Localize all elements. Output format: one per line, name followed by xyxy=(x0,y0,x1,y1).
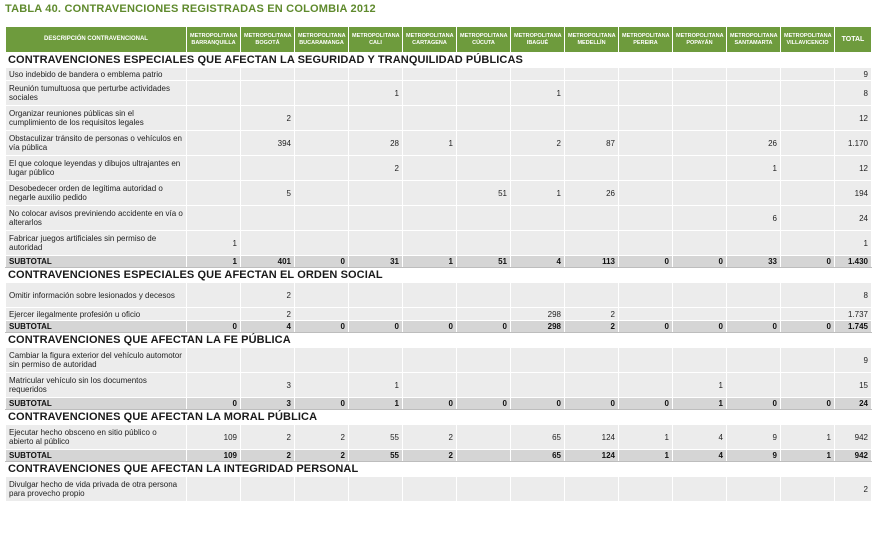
section-header-row xyxy=(6,53,872,68)
row-value-cell xyxy=(781,308,835,321)
row-value-cell xyxy=(349,68,403,81)
row-value-cell xyxy=(295,477,349,502)
row-total-cell: 12 xyxy=(835,156,872,181)
row-value-cell xyxy=(781,81,835,106)
row-value-cell xyxy=(403,477,457,502)
row-value-cell xyxy=(187,206,241,231)
subtotal-value-cell: 31 xyxy=(349,256,403,268)
row-value-cell: 28 xyxy=(349,131,403,156)
row-value-cell xyxy=(403,308,457,321)
subtotal-value-cell: 9 xyxy=(727,450,781,462)
header-city: METROPOLITANA CARTAGENA xyxy=(403,27,457,53)
row-value-cell xyxy=(295,81,349,106)
subtotal-value-cell: 109 xyxy=(187,450,241,462)
subtotal-value-cell: 4 xyxy=(241,321,295,333)
header-row xyxy=(6,27,872,53)
row-value-cell xyxy=(457,283,511,308)
subtotal-value-cell xyxy=(457,450,511,462)
row-value-cell xyxy=(781,131,835,156)
row-value-cell xyxy=(187,348,241,373)
contravenciones-table xyxy=(5,26,872,502)
row-value-cell xyxy=(673,131,727,156)
row-value-cell xyxy=(457,373,511,398)
row-value-cell xyxy=(187,68,241,81)
row-value-cell xyxy=(187,106,241,131)
subtotal-value-cell: 1 xyxy=(781,450,835,462)
header-city: METROPOLITANA VILLAVICENCIO xyxy=(781,27,835,53)
row-value-cell xyxy=(457,425,511,450)
subtotal-value-cell: 0 xyxy=(565,398,619,410)
row-value-cell: 394 xyxy=(241,131,295,156)
subtotal-value-cell: 0 xyxy=(295,256,349,268)
subtotal-value-cell: 1 xyxy=(187,256,241,268)
row-value-cell xyxy=(349,348,403,373)
row-value-cell xyxy=(673,68,727,81)
row-value-cell xyxy=(295,181,349,206)
section-title: CONTRAVENCIONES QUE AFECTAN LA MORAL PÚBLICA xyxy=(6,410,872,425)
row-total-cell: 15 xyxy=(835,373,872,398)
row-value-cell xyxy=(619,373,673,398)
row-value-cell xyxy=(295,68,349,81)
row-value-cell xyxy=(727,373,781,398)
row-value-cell xyxy=(565,373,619,398)
row-value-cell xyxy=(187,181,241,206)
row-value-cell: 124 xyxy=(565,425,619,450)
row-value-cell xyxy=(619,81,673,106)
subtotal-value-cell: 0 xyxy=(619,256,673,268)
row-total-cell: 9 xyxy=(835,348,872,373)
row-value-cell xyxy=(673,477,727,502)
row-value-cell: 2 xyxy=(241,425,295,450)
subtotal-value-cell: 0 xyxy=(673,321,727,333)
subtotal-value-cell: 0 xyxy=(781,256,835,268)
row-value-cell xyxy=(727,181,781,206)
row-value-cell xyxy=(457,131,511,156)
row-value-cell xyxy=(457,206,511,231)
row-description: Organizar reuniones públicas sin el cumplimiento de los requisitos legales xyxy=(6,106,187,131)
subtotal-value-cell: 2 xyxy=(403,450,457,462)
header-city: METROPOLITANA CÚCUTA xyxy=(457,27,511,53)
row-value-cell xyxy=(511,206,565,231)
row-value-cell xyxy=(619,131,673,156)
subtotal-value-cell: 0 xyxy=(619,398,673,410)
row-value-cell xyxy=(781,373,835,398)
subtotal-value-cell: 3 xyxy=(241,398,295,410)
row-value-cell xyxy=(727,231,781,256)
row-value-cell: 6 xyxy=(727,206,781,231)
subtotal-value-cell: 1 xyxy=(673,398,727,410)
header-city: METROPOLITANA BUCARAMANGA xyxy=(295,27,349,53)
row-value-cell xyxy=(457,477,511,502)
row-value-cell xyxy=(349,308,403,321)
subtotal-value-cell: 65 xyxy=(511,450,565,462)
header-city: METROPOLITANA POPAYÁN xyxy=(673,27,727,53)
row-value-cell xyxy=(619,181,673,206)
row-value-cell xyxy=(349,477,403,502)
row-value-cell xyxy=(619,231,673,256)
row-value-cell xyxy=(349,231,403,256)
table-body xyxy=(6,53,872,502)
row-value-cell xyxy=(349,106,403,131)
row-value-cell xyxy=(673,81,727,106)
row-value-cell xyxy=(727,68,781,81)
row-value-cell xyxy=(403,231,457,256)
table-row xyxy=(6,181,872,206)
subtotal-row xyxy=(6,256,872,268)
section-header-row xyxy=(6,410,872,425)
header-city: METROPOLITANA BOGOTÁ xyxy=(241,27,295,53)
row-description: Uso indebido de bandera o emblema patrio xyxy=(6,68,187,81)
row-value-cell: 26 xyxy=(565,181,619,206)
row-value-cell: 1 xyxy=(619,425,673,450)
subtotal-value-cell: 1 xyxy=(349,398,403,410)
row-description: Reunión tumultuosa que perturbe actividades sociales xyxy=(6,81,187,106)
row-description: Desobedecer orden de legítima autoridad o negarle auxilio pedido xyxy=(6,181,187,206)
subtotal-value-cell: 1 xyxy=(619,450,673,462)
row-value-cell xyxy=(295,131,349,156)
row-total-cell: 24 xyxy=(835,206,872,231)
row-value-cell: 65 xyxy=(511,425,565,450)
row-value-cell xyxy=(295,106,349,131)
section-header-row xyxy=(6,268,872,283)
row-total-cell: 9 xyxy=(835,68,872,81)
subtotal-total-cell: 942 xyxy=(835,450,872,462)
row-value-cell xyxy=(673,106,727,131)
subtotal-value-cell: 0 xyxy=(727,321,781,333)
row-value-cell: 2 xyxy=(241,106,295,131)
row-value-cell xyxy=(241,348,295,373)
row-value-cell xyxy=(673,348,727,373)
row-value-cell xyxy=(295,206,349,231)
row-description: Ejercer ilegalmente profesión u oficio xyxy=(6,308,187,321)
table-row xyxy=(6,373,872,398)
row-value-cell: 3 xyxy=(241,373,295,398)
subtotal-value-cell: 55 xyxy=(349,450,403,462)
row-value-cell xyxy=(781,348,835,373)
subtotal-value-cell: 0 xyxy=(781,398,835,410)
row-value-cell xyxy=(781,156,835,181)
row-value-cell xyxy=(457,156,511,181)
subtotal-label: SUBTOTAL xyxy=(6,256,187,268)
subtotal-value-cell: 33 xyxy=(727,256,781,268)
row-value-cell xyxy=(349,206,403,231)
row-description: Fabricar juegos artificiales sin permiso de autoridad xyxy=(6,231,187,256)
row-description: El que coloque leyendas y dibujos ultrajantes en lugar público xyxy=(6,156,187,181)
row-value-cell xyxy=(673,156,727,181)
section-header-row xyxy=(6,462,872,477)
row-value-cell xyxy=(781,477,835,502)
row-value-cell xyxy=(187,156,241,181)
row-value-cell xyxy=(727,283,781,308)
row-value-cell xyxy=(241,477,295,502)
subtotal-value-cell: 0 xyxy=(511,398,565,410)
row-value-cell: 109 xyxy=(187,425,241,450)
row-value-cell xyxy=(781,68,835,81)
row-value-cell xyxy=(187,308,241,321)
row-value-cell: 298 xyxy=(511,308,565,321)
subtotal-row xyxy=(6,398,872,410)
subtotal-label: SUBTOTAL xyxy=(6,321,187,333)
row-value-cell xyxy=(565,477,619,502)
row-value-cell: 51 xyxy=(457,181,511,206)
subtotal-total-cell: 1.745 xyxy=(835,321,872,333)
subtotal-value-cell: 0 xyxy=(187,398,241,410)
row-value-cell: 2 xyxy=(295,425,349,450)
row-value-cell: 2 xyxy=(241,283,295,308)
table-row xyxy=(6,68,872,81)
header-description: DESCRIPCIÓN CONTRAVENCIONAL xyxy=(6,27,187,53)
row-total-cell: 942 xyxy=(835,425,872,450)
row-value-cell xyxy=(565,231,619,256)
row-value-cell xyxy=(349,181,403,206)
row-value-cell xyxy=(673,283,727,308)
row-value-cell xyxy=(565,156,619,181)
table-row xyxy=(6,425,872,450)
row-value-cell xyxy=(781,231,835,256)
row-value-cell xyxy=(619,348,673,373)
row-value-cell: 1 xyxy=(727,156,781,181)
subtotal-value-cell: 2 xyxy=(295,450,349,462)
row-value-cell: 55 xyxy=(349,425,403,450)
row-value-cell xyxy=(673,181,727,206)
row-value-cell: 2 xyxy=(349,156,403,181)
row-value-cell: 1 xyxy=(403,131,457,156)
row-value-cell: 1 xyxy=(511,181,565,206)
section-title: CONTRAVENCIONES ESPECIALES QUE AFECTAN EL ORDEN SOCIAL xyxy=(6,268,872,283)
subtotal-value-cell: 1 xyxy=(403,256,457,268)
row-value-cell: 1 xyxy=(781,425,835,450)
row-value-cell xyxy=(295,348,349,373)
table-row xyxy=(6,106,872,131)
table-title: TABLA 40. CONTRAVENCIONES REGISTRADAS EN COLOMBIA 2012 xyxy=(5,3,376,15)
row-value-cell xyxy=(565,283,619,308)
row-value-cell xyxy=(187,81,241,106)
row-value-cell xyxy=(619,477,673,502)
subtotal-value-cell: 0 xyxy=(727,398,781,410)
row-value-cell xyxy=(673,308,727,321)
row-value-cell xyxy=(241,156,295,181)
section-title: CONTRAVENCIONES ESPECIALES QUE AFECTAN LA SEGURIDAD Y TRANQUILIDAD PÚBLICAS xyxy=(6,53,872,68)
subtotal-value-cell: 2 xyxy=(241,450,295,462)
table-row xyxy=(6,283,872,308)
row-value-cell xyxy=(187,373,241,398)
section-title: CONTRAVENCIONES QUE AFECTAN LA FE PÚBLICA xyxy=(6,333,872,348)
row-description: No colocar avisos previniendo accidente en vía o alterarlos xyxy=(6,206,187,231)
subtotal-value-cell: 401 xyxy=(241,256,295,268)
row-value-cell: 26 xyxy=(727,131,781,156)
row-value-cell xyxy=(241,81,295,106)
row-value-cell xyxy=(511,283,565,308)
subtotal-value-cell: 0 xyxy=(187,321,241,333)
row-value-cell xyxy=(241,206,295,231)
subtotal-label: SUBTOTAL xyxy=(6,398,187,410)
row-total-cell: 8 xyxy=(835,283,872,308)
row-value-cell xyxy=(619,156,673,181)
subtotal-value-cell: 0 xyxy=(457,398,511,410)
subtotal-value-cell: 0 xyxy=(403,398,457,410)
row-value-cell xyxy=(511,477,565,502)
row-value-cell: 1 xyxy=(349,373,403,398)
row-value-cell: 2 xyxy=(403,425,457,450)
header-city: METROPOLITANA PEREIRA xyxy=(619,27,673,53)
table-row xyxy=(6,308,872,321)
row-total-cell: 194 xyxy=(835,181,872,206)
row-value-cell xyxy=(511,156,565,181)
row-value-cell xyxy=(403,156,457,181)
row-value-cell: 9 xyxy=(727,425,781,450)
row-value-cell: 87 xyxy=(565,131,619,156)
row-description: Ejecutar hecho obsceno en sitio público o abierto al público xyxy=(6,425,187,450)
table-row xyxy=(6,131,872,156)
subtotal-row xyxy=(6,321,872,333)
row-value-cell: 4 xyxy=(673,425,727,450)
row-value-cell: 1 xyxy=(673,373,727,398)
subtotal-value-cell: 0 xyxy=(619,321,673,333)
row-value-cell xyxy=(781,206,835,231)
row-value-cell xyxy=(403,206,457,231)
row-value-cell: 1 xyxy=(511,81,565,106)
row-value-cell xyxy=(565,81,619,106)
row-value-cell xyxy=(403,106,457,131)
row-value-cell xyxy=(511,106,565,131)
header-city: METROPOLITANA IBAGUÉ xyxy=(511,27,565,53)
row-value-cell: 1 xyxy=(349,81,403,106)
table-row xyxy=(6,231,872,256)
header-city: METROPOLITANA BARRANQUILLA xyxy=(187,27,241,53)
row-value-cell xyxy=(295,156,349,181)
row-value-cell xyxy=(457,68,511,81)
row-description: Cambiar la figura exterior del vehículo automotor sin permiso de autoridad xyxy=(6,348,187,373)
row-description: Obstaculizar tránsito de personas o vehículos en vía pública xyxy=(6,131,187,156)
row-value-cell xyxy=(727,308,781,321)
header-total: TOTAL xyxy=(835,27,872,53)
header-city: METROPOLITANA CALI xyxy=(349,27,403,53)
subtotal-value-cell: 0 xyxy=(295,398,349,410)
row-value-cell: 1 xyxy=(187,231,241,256)
header-city: METROPOLITANA MEDELLÍN xyxy=(565,27,619,53)
row-value-cell xyxy=(457,308,511,321)
row-value-cell xyxy=(457,106,511,131)
row-value-cell xyxy=(241,68,295,81)
row-value-cell xyxy=(781,283,835,308)
row-value-cell xyxy=(295,308,349,321)
row-value-cell: 2 xyxy=(241,308,295,321)
row-value-cell xyxy=(511,373,565,398)
row-value-cell xyxy=(403,68,457,81)
row-value-cell xyxy=(457,81,511,106)
row-value-cell xyxy=(187,283,241,308)
subtotal-value-cell: 0 xyxy=(457,321,511,333)
row-description: Omitir información sobre lesionados y decesos xyxy=(6,283,187,308)
subtotal-total-cell: 1.430 xyxy=(835,256,872,268)
row-value-cell xyxy=(187,477,241,502)
row-value-cell xyxy=(349,283,403,308)
subtotal-value-cell: 0 xyxy=(673,256,727,268)
row-value-cell xyxy=(727,477,781,502)
header-city: METROPOLITANA SANTAMARTA xyxy=(727,27,781,53)
row-value-cell xyxy=(241,231,295,256)
row-value-cell xyxy=(781,181,835,206)
row-value-cell xyxy=(403,181,457,206)
row-value-cell xyxy=(511,68,565,81)
row-value-cell xyxy=(295,231,349,256)
row-description: Divulgar hecho de vida privada de otra persona para provecho propio xyxy=(6,477,187,502)
row-value-cell xyxy=(619,308,673,321)
row-total-cell: 8 xyxy=(835,81,872,106)
subtotal-value-cell: 51 xyxy=(457,256,511,268)
row-value-cell xyxy=(457,348,511,373)
row-value-cell xyxy=(727,106,781,131)
row-value-cell xyxy=(295,283,349,308)
subtotal-row xyxy=(6,450,872,462)
row-value-cell xyxy=(565,106,619,131)
row-value-cell xyxy=(511,231,565,256)
row-value-cell xyxy=(565,348,619,373)
row-value-cell xyxy=(403,283,457,308)
row-value-cell xyxy=(457,231,511,256)
row-value-cell: 2 xyxy=(511,131,565,156)
row-value-cell xyxy=(673,206,727,231)
row-value-cell xyxy=(403,81,457,106)
row-total-cell: 2 xyxy=(835,477,872,502)
subtotal-value-cell: 0 xyxy=(295,321,349,333)
subtotal-value-cell: 2 xyxy=(565,321,619,333)
row-value-cell xyxy=(727,348,781,373)
row-value-cell xyxy=(565,68,619,81)
table-row xyxy=(6,348,872,373)
row-value-cell xyxy=(187,131,241,156)
row-value-cell: 2 xyxy=(565,308,619,321)
row-total-cell: 1.170 xyxy=(835,131,872,156)
row-value-cell xyxy=(727,81,781,106)
subtotal-label: SUBTOTAL xyxy=(6,450,187,462)
subtotal-value-cell: 298 xyxy=(511,321,565,333)
subtotal-value-cell: 0 xyxy=(403,321,457,333)
row-value-cell xyxy=(619,283,673,308)
row-value-cell xyxy=(673,231,727,256)
subtotal-value-cell: 4 xyxy=(673,450,727,462)
subtotal-value-cell: 0 xyxy=(349,321,403,333)
row-value-cell xyxy=(403,373,457,398)
subtotal-value-cell: 124 xyxy=(565,450,619,462)
row-value-cell xyxy=(619,68,673,81)
row-value-cell: 5 xyxy=(241,181,295,206)
row-value-cell xyxy=(295,373,349,398)
row-value-cell xyxy=(619,206,673,231)
row-value-cell xyxy=(511,348,565,373)
subtotal-value-cell: 4 xyxy=(511,256,565,268)
row-value-cell xyxy=(781,106,835,131)
row-value-cell xyxy=(403,348,457,373)
subtotal-value-cell: 0 xyxy=(781,321,835,333)
row-value-cell xyxy=(565,206,619,231)
table-row xyxy=(6,206,872,231)
section-header-row xyxy=(6,333,872,348)
row-value-cell xyxy=(619,106,673,131)
row-description: Matricular vehículo sin los documentos requeridos xyxy=(6,373,187,398)
subtotal-total-cell: 24 xyxy=(835,398,872,410)
row-total-cell: 1.737 xyxy=(835,308,872,321)
subtotal-value-cell: 113 xyxy=(565,256,619,268)
row-total-cell: 1 xyxy=(835,231,872,256)
section-title: CONTRAVENCIONES QUE AFECTAN LA INTEGRIDAD PERSONAL xyxy=(6,462,872,477)
row-total-cell: 12 xyxy=(835,106,872,131)
table-row xyxy=(6,156,872,181)
table-row xyxy=(6,81,872,106)
table-row xyxy=(6,477,872,502)
